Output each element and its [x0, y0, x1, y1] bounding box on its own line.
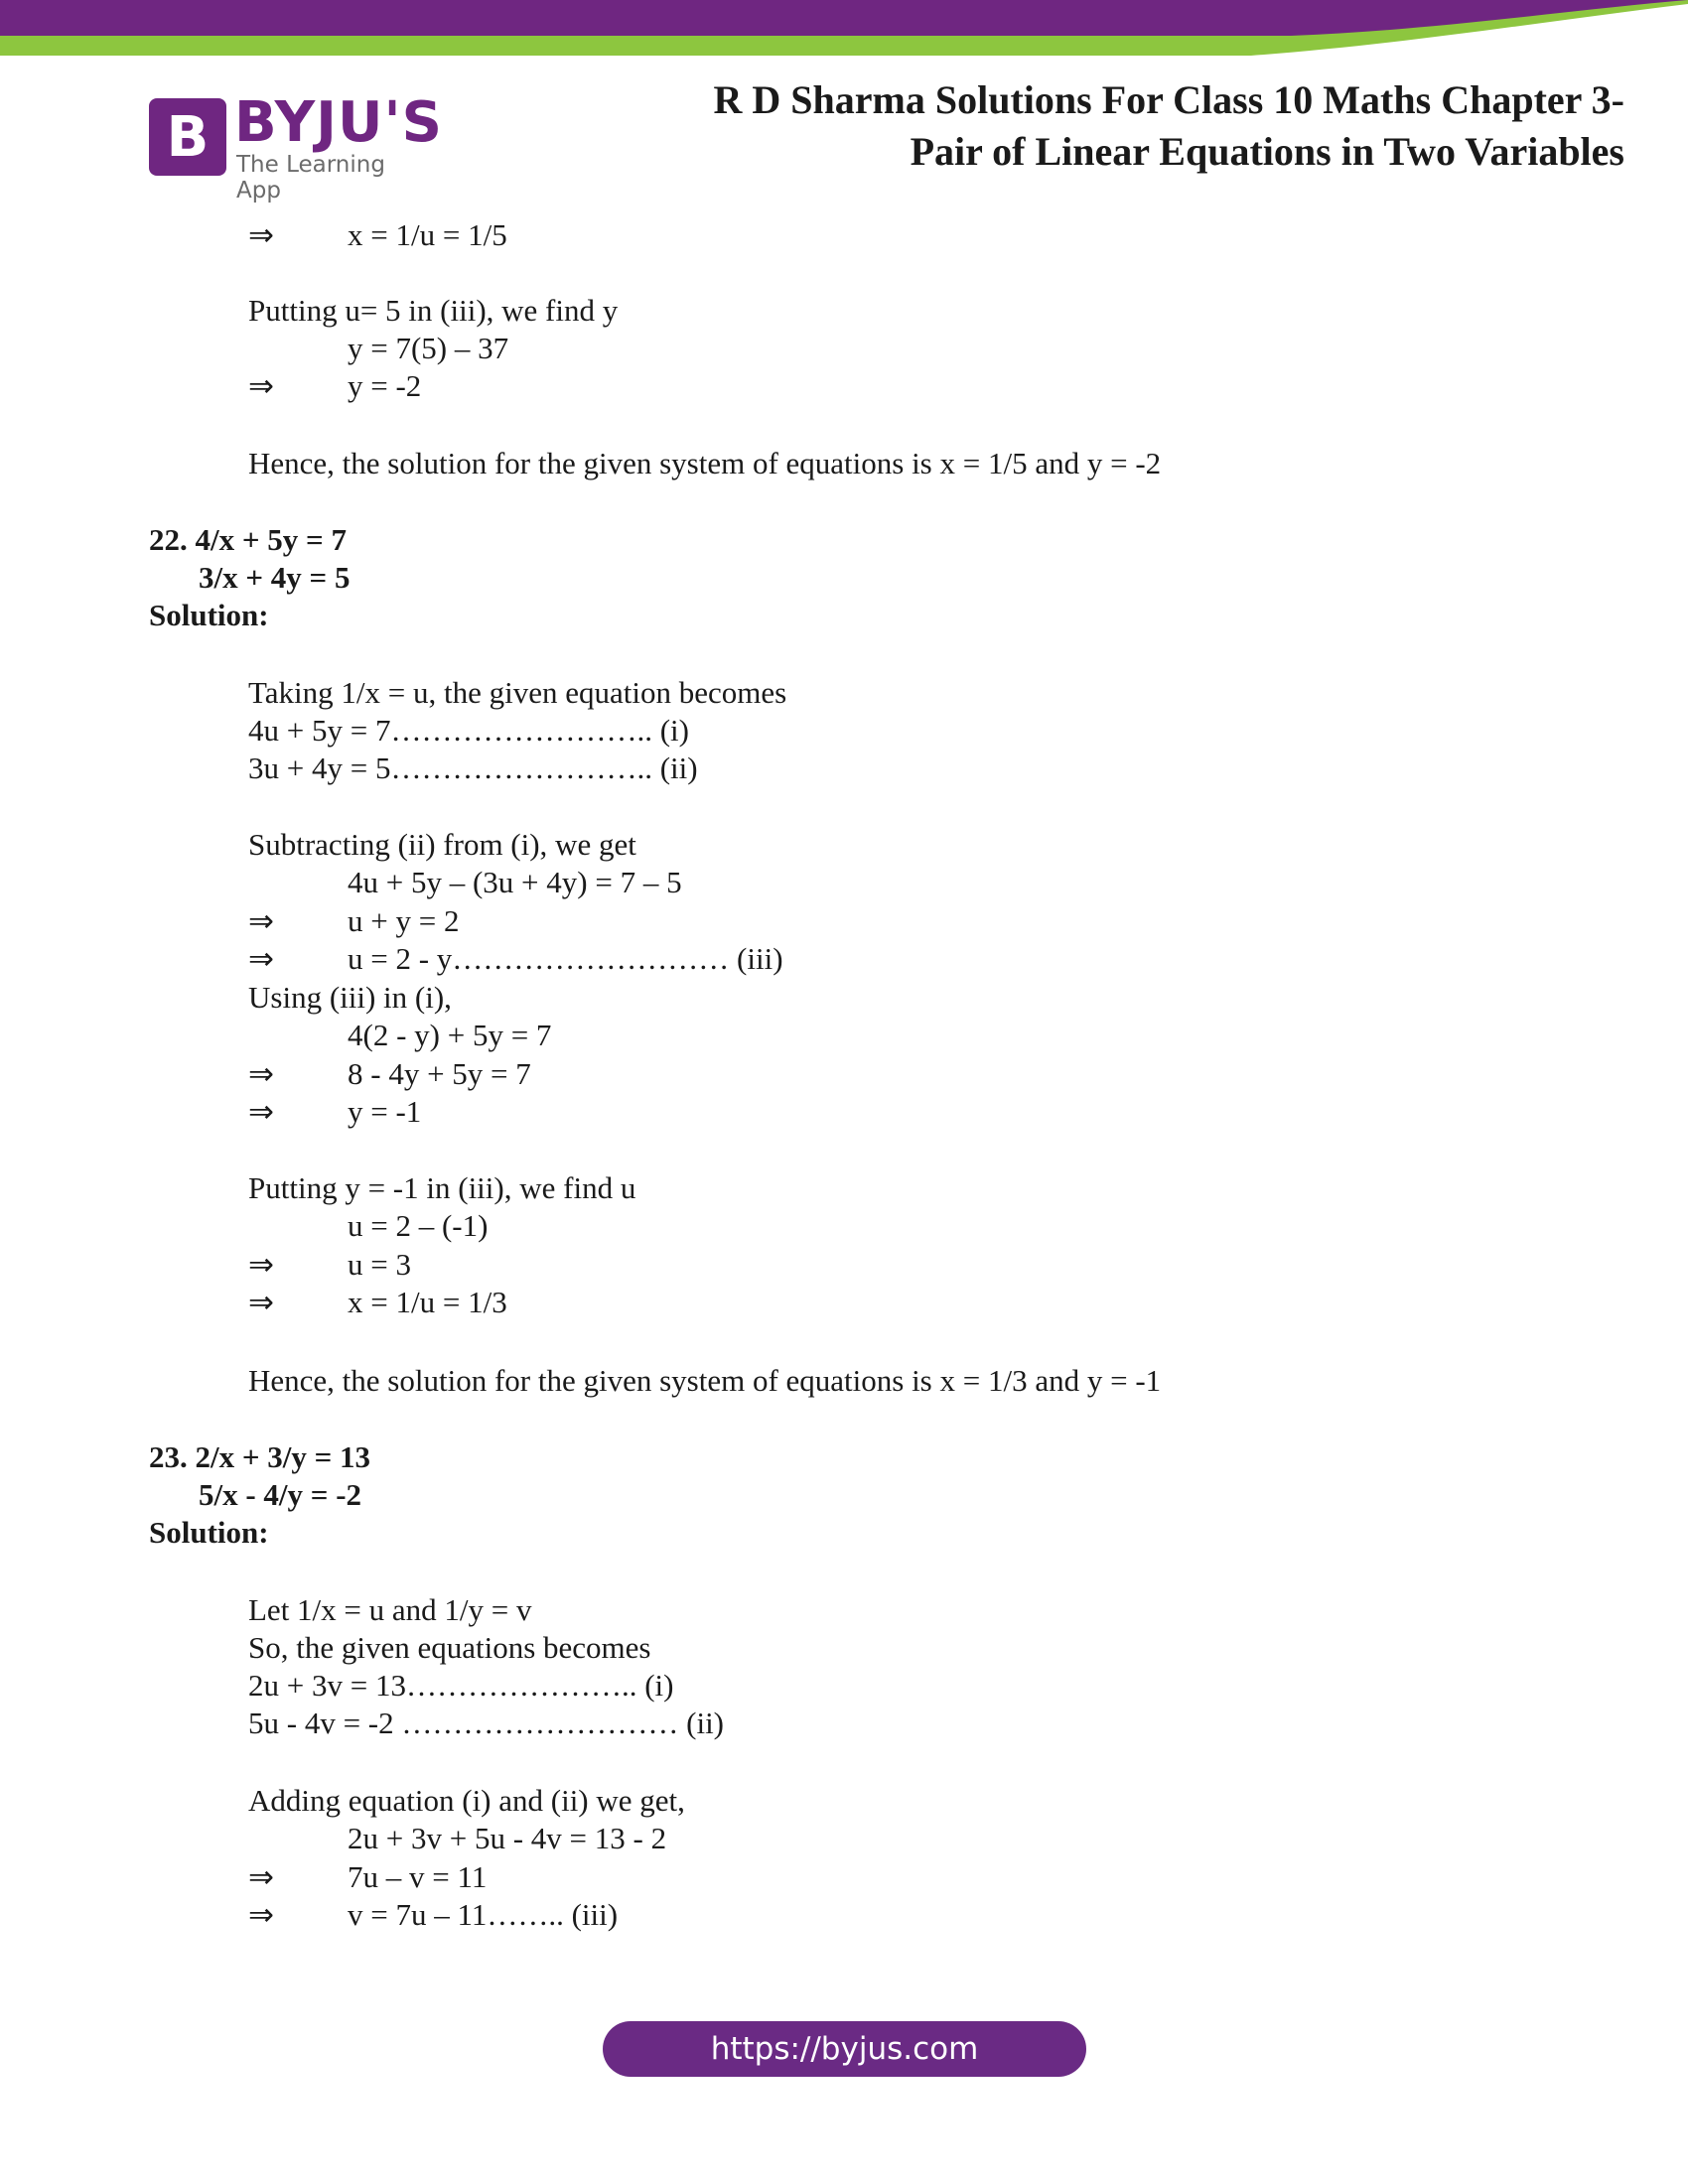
text-line: Putting y = -1 in (iii), we find u	[248, 1170, 636, 1205]
text-line: Let 1/x = u and 1/y = v	[248, 1592, 532, 1627]
text-line: 2u + 3v + 5u - 4v = 13 - 2	[348, 1821, 667, 1855]
text-line: Taking 1/x = u, the given equation becomes	[248, 675, 787, 710]
text-line: x = 1/u = 1/3	[348, 1285, 507, 1319]
text-line: 4(2 - y) + 5y = 7	[348, 1018, 552, 1052]
question-23-heading: 23. 2/x + 3/y = 13	[149, 1439, 371, 1474]
implies-arrow: ⇒	[248, 1056, 274, 1092]
text-line: 8 - 4y + 5y = 7	[348, 1056, 531, 1091]
text-line: y = -1	[348, 1094, 422, 1129]
logo-letter: B	[166, 104, 210, 170]
header-band	[0, 0, 1688, 60]
document-title	[582, 74, 1624, 178]
implies-arrow: ⇒	[248, 368, 274, 404]
text-line: Using (iii) in (i),	[248, 980, 452, 1015]
implies-arrow: ⇒	[248, 217, 274, 253]
solution-label: Solution:	[149, 1515, 269, 1550]
question-23-equation-2: 5/x - 4/y = -2	[199, 1477, 362, 1512]
text-line: y = -2	[348, 368, 422, 403]
text-line: 4u + 5y – (3u + 4y) = 7 – 5	[348, 865, 682, 899]
text-line: v = 7u – 11…….. (iii)	[348, 1897, 619, 1932]
implies-arrow: ⇒	[248, 1094, 274, 1130]
text-line: 7u – v = 11	[348, 1859, 488, 1894]
text-line: Adding equation (i) and (ii) we get,	[248, 1783, 685, 1818]
question-22-equation-2: 3/x + 4y = 5	[199, 560, 351, 595]
byjus-logo	[149, 90, 443, 204]
title-line-1: R D Sharma Solutions For Class 10 Maths Chapter 3-	[713, 77, 1624, 122]
text-line: Hence, the solution for the given system of equations is x = 1/3 and y = -1	[248, 1363, 1162, 1398]
text-line: 5u - 4v = -2 ……………………… (ii)	[248, 1706, 725, 1740]
text-line: u = 3	[348, 1247, 411, 1282]
implies-arrow: ⇒	[248, 1247, 274, 1283]
implies-arrow: ⇒	[248, 1859, 274, 1895]
solution-label: Solution:	[149, 598, 269, 632]
implies-arrow: ⇒	[248, 1897, 274, 1933]
logo-name: BYJU'S	[234, 90, 443, 155]
logo-tagline: The Learning App	[236, 152, 385, 204]
text-line: y = 7(5) – 37	[348, 331, 509, 365]
text-line: Putting u= 5 in (iii), we find y	[248, 293, 619, 328]
implies-arrow: ⇒	[248, 941, 274, 977]
text-line: Hence, the solution for the given system of equations is x = 1/5 and y = -2	[248, 446, 1162, 480]
footer-url-link[interactable]: https://byjus.com	[603, 2021, 1086, 2077]
text-line: 4u + 5y = 7…………………….. (i)	[248, 713, 689, 748]
text-line: u = 2 – (-1)	[348, 1208, 489, 1243]
title-line-2: Pair of Linear Equations in Two Variables	[910, 129, 1624, 174]
question-22-heading: 22. 4/x + 5y = 7	[149, 522, 347, 557]
implies-arrow: ⇒	[248, 903, 274, 939]
text-line: u = 2 - y……………………… (iii)	[348, 941, 783, 976]
text-line: u + y = 2	[348, 903, 460, 938]
text-line: 2u + 3v = 13………………….. (i)	[248, 1668, 674, 1703]
text-line: 3u + 4y = 5…………………….. (ii)	[248, 751, 698, 785]
text-line: x = 1/u = 1/5	[348, 217, 507, 252]
implies-arrow: ⇒	[248, 1285, 274, 1320]
text-line: Subtracting (ii) from (i), we get	[248, 827, 636, 862]
text-line: So, the given equations becomes	[248, 1630, 651, 1665]
